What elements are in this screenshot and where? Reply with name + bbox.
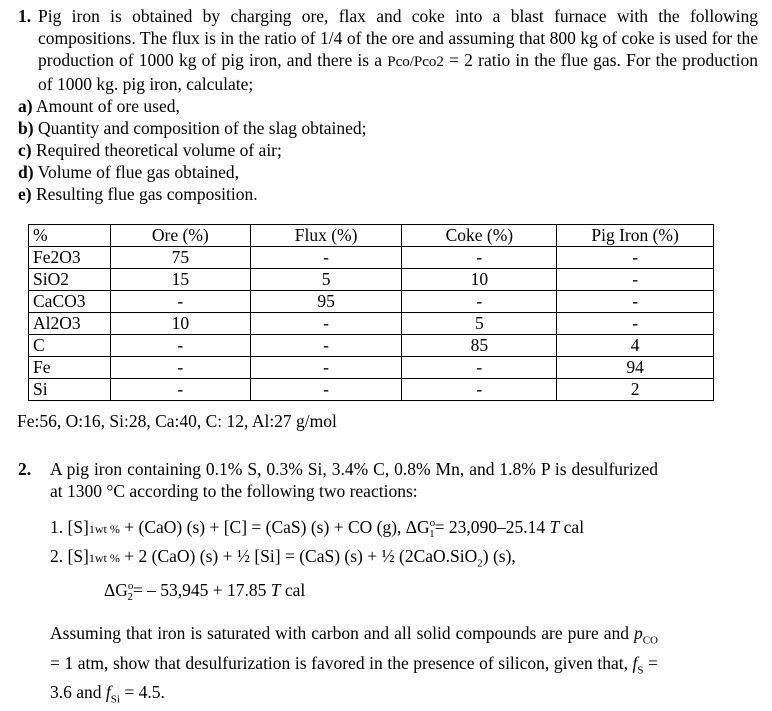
table-cell: 4 xyxy=(557,335,714,357)
table-cell: - xyxy=(250,247,402,269)
table-cell: 94 xyxy=(557,357,714,379)
question-1-parts xyxy=(18,95,758,205)
table-cell: - xyxy=(250,379,402,401)
part-d: d) Volume of flue gas obtained, xyxy=(18,162,239,182)
table-cell: - xyxy=(557,247,714,269)
table-header: Ore (%) xyxy=(110,225,250,247)
question-2 xyxy=(18,458,658,711)
table-row xyxy=(29,291,714,313)
table-header: Flux (%) xyxy=(250,225,402,247)
part-c: c) Required theoretical volume of air; xyxy=(18,140,282,160)
table-cell: - xyxy=(110,379,250,401)
table-cell: 10 xyxy=(402,269,557,291)
pressure-ratio-label: Pco/Pco2 xyxy=(387,54,444,70)
table-cell: - xyxy=(110,335,250,357)
table-cell: 75 xyxy=(110,247,250,269)
table-cell: C xyxy=(29,335,111,357)
table-row xyxy=(29,335,714,357)
part-e: e) Resulting flue gas composition. xyxy=(18,184,258,204)
table-row xyxy=(29,379,714,401)
reaction-2-energy: $\Delta G^o_2= - 53,945 + 17.85$ T cal xyxy=(104,579,306,604)
table-cell: - xyxy=(250,313,402,335)
table-cell: Si xyxy=(29,379,111,401)
table-cell: Fe xyxy=(29,357,111,379)
question-2-number: 2. xyxy=(18,459,32,479)
table-header-row xyxy=(29,225,714,247)
table-cell: 5 xyxy=(402,313,557,335)
table-cell: Al2O3 xyxy=(29,313,111,335)
table-cell: - xyxy=(557,291,714,313)
table-cell: 5 xyxy=(250,269,402,291)
table-cell: 2 xyxy=(557,379,714,401)
table-cell: - xyxy=(110,291,250,313)
table-cell: 85 xyxy=(402,335,557,357)
table-cell: - xyxy=(110,357,250,379)
molar-masses: Fe:56, O:16, Si:28, Ca:40, C: 12, Al:27 g/mol xyxy=(17,411,337,431)
table-row xyxy=(29,269,714,291)
table-cell: - xyxy=(557,313,714,335)
table-cell: - xyxy=(402,379,557,401)
question-2-intro: A pig iron containing 0.1% S, 0.3% Si, 3.4% C, 0.8% Mn, and 1.8% P is desulfurized at 1300 °C according to the following two reactions: xyxy=(50,459,658,501)
table-row xyxy=(29,313,714,335)
table-cell: - xyxy=(402,291,557,313)
table-row xyxy=(29,247,714,269)
table-cell: SiO2 xyxy=(29,269,111,291)
question-2-prompt: Assuming that iron is saturated with carbon and all solid compounds are pure and $p_{CO} = 1$ atm, show that desulfurization is favored in the presence of silicon, given that, $f_S = 3.6$ and $f_{Si} = 4.5$. xyxy=(50,623,658,706)
reaction-2: 2. [S]1wt % + 2 (CaO) (s) + ½ [Si] = (CaS) (s) + ½ (2CaO.SiO$_2$) (s), xyxy=(50,546,516,570)
question-1-text: Pig iron is obtained by charging ore, flax and coke into a blast furnace with the following compositions. The flux is in the ratio of 1/4 of the ore and assuming that 800 kg of coke is used for the production of 1000 kg of pig iron, and there is a Pco/Pco2 = 2 ratio in the flue gas. For the production of 1000 kg. pig iron, calculate; xyxy=(38,6,758,94)
table-cell: 95 xyxy=(250,291,402,313)
table-cell: - xyxy=(557,269,714,291)
table-cell: - xyxy=(250,335,402,357)
reactions xyxy=(50,512,658,608)
part-a: a) Amount of ore used, xyxy=(18,96,180,116)
reaction-1: 1. [S]1wt % + (CaO) (s) + [C] = (CaS) (s) + CO (g), $\Delta G^o_1= 23,090-25.14$ T cal xyxy=(50,516,585,541)
table-header: Pig Iron (%) xyxy=(557,225,714,247)
table-header: % xyxy=(29,225,111,247)
part-b: b) Quantity and composition of the slag obtained; xyxy=(18,118,367,138)
table-row xyxy=(29,357,714,379)
table-cell: 15 xyxy=(110,269,250,291)
composition-table xyxy=(28,224,714,401)
table-cell: - xyxy=(402,247,557,269)
table-cell: - xyxy=(250,357,402,379)
table-header: Coke (%) xyxy=(402,225,557,247)
table-cell: Fe2O3 xyxy=(29,247,111,269)
table-cell: CaCO3 xyxy=(29,291,111,313)
question-1 xyxy=(18,5,758,205)
table-cell: 10 xyxy=(110,313,250,335)
question-1-number: 1. xyxy=(18,6,32,26)
table-cell: - xyxy=(402,357,557,379)
